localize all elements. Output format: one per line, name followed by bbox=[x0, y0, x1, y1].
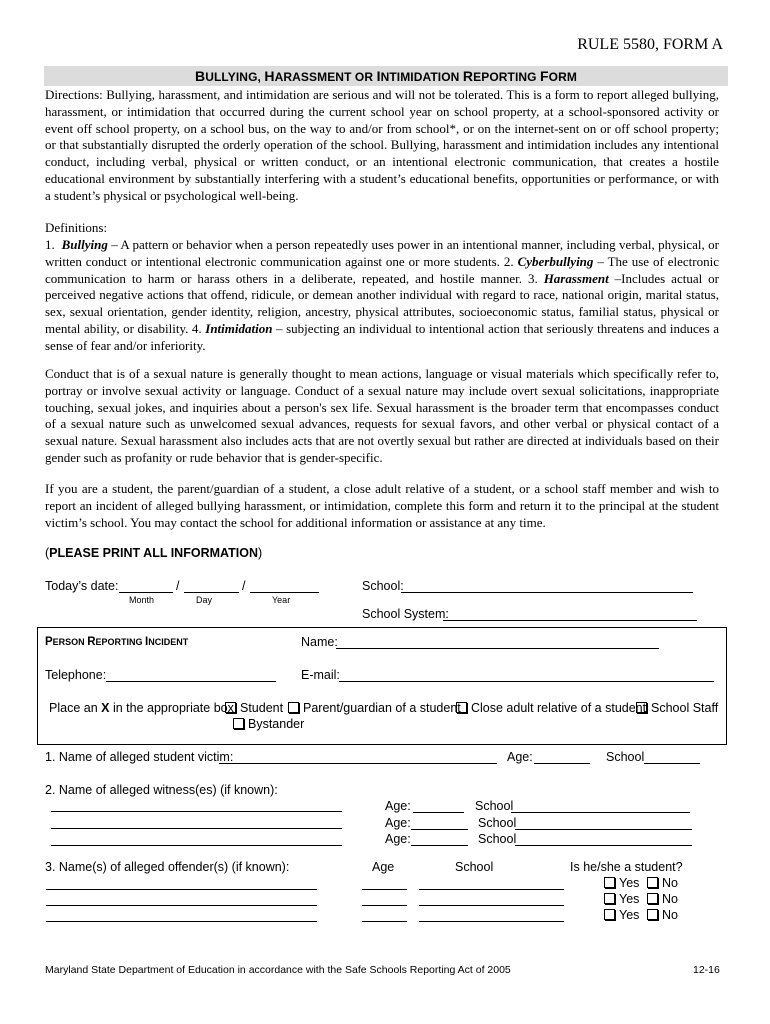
directions-paragraph: Directions: Bullying, harassment, and intimidation are serious and will not be tolerated. This is a form to report alleged bullying, harassment, or intimidation that occurred during the current school year on school property, at a school-sponsored activity or event off school property, on a school bus, on the way to and/or from school*, or on the internet-sent on or off school property; or that substantially disrupted the orderly operation of the school. Bullying, harassment and intimidation includes any intentional conduct, including verbal, physical or written conduct, or an intentional electronic communication, that creates a hostile educational environment by substantially interfering with a student’s educational benefits, opportunities or performance, or with a student’s physical or psychological well-being. bbox=[45, 87, 719, 203]
witness-school-label: School bbox=[478, 832, 517, 846]
checkbox[interactable] bbox=[456, 702, 467, 713]
school-label: School: bbox=[362, 579, 404, 593]
date-slash: / bbox=[176, 579, 180, 593]
title-part: BULLYING, bbox=[195, 68, 265, 84]
offender-no-option[interactable]: No bbox=[647, 876, 678, 890]
date-month-caption: Month bbox=[129, 595, 155, 605]
sexual-conduct-paragraph: Conduct that is of a sexual nature is generally thought to mean actions, language or visual materials which specifically refer to, portray or involve sexual activity or language. Conduct of a sexual nature may include overt sexual solicitations, inappropriate touching, sexual jokes, and inquiries about a person's sex life. Sexual harassment is the broader term that encompasses conduct of a sexual nature such as unwelcomed sexual advances, requests for sexual favors, and other verbal or physical contact of a sexual nature. Sexual harassment also includes acts that are not overtly sexual but rather are directed at individuals based on their gender such as profanity or rude behavior that is gender-specific. bbox=[45, 366, 719, 465]
offender-yes-option[interactable]: Yes bbox=[604, 892, 639, 906]
definitions-heading: Definitions: bbox=[45, 220, 108, 235]
offender-yes-option[interactable]: Yes bbox=[604, 908, 639, 922]
witness-school-label: School bbox=[478, 816, 517, 830]
witness-name-field[interactable] bbox=[51, 828, 342, 829]
reporter-telephone-label: Telephone: bbox=[45, 668, 107, 682]
offender-name-field[interactable] bbox=[46, 889, 317, 890]
date-year-field[interactable] bbox=[250, 592, 319, 593]
witness-school-field[interactable] bbox=[515, 829, 692, 830]
offender-school-heading: School bbox=[455, 860, 494, 874]
offender-age-field[interactable] bbox=[362, 921, 407, 922]
term-bullying: Bullying bbox=[61, 237, 108, 252]
offender-no-option[interactable]: No bbox=[647, 908, 678, 922]
role-option-parent[interactable]: Parent/guardian of a student bbox=[288, 701, 461, 715]
offender-school-field[interactable] bbox=[419, 921, 564, 922]
footer-revision-date: 12-16 bbox=[693, 964, 720, 976]
offender-age-field[interactable] bbox=[362, 905, 407, 906]
offender-name-field[interactable] bbox=[46, 905, 317, 906]
role-option-student[interactable]: Student bbox=[225, 701, 283, 715]
offender-is-student-heading: Is he/she a student? bbox=[570, 860, 683, 874]
title-part: HARASSMENT OR bbox=[264, 68, 377, 84]
checkbox[interactable] bbox=[647, 893, 658, 904]
offender-school-field[interactable] bbox=[419, 905, 564, 906]
checkbox[interactable] bbox=[604, 877, 615, 888]
witness-age-field[interactable] bbox=[411, 829, 468, 830]
victim-school-field[interactable] bbox=[644, 763, 700, 764]
checkbox[interactable] bbox=[233, 718, 244, 729]
reporter-name-field[interactable] bbox=[336, 648, 659, 649]
checkbox[interactable] bbox=[604, 893, 615, 904]
title-part: FORM bbox=[540, 68, 577, 84]
offender-no-option[interactable]: No bbox=[647, 892, 678, 906]
offender-age-field[interactable] bbox=[362, 889, 407, 890]
school-system-field[interactable] bbox=[443, 620, 697, 621]
offender-age-heading: Age bbox=[372, 860, 395, 874]
date-year-caption: Year bbox=[272, 595, 291, 605]
date-slash: / bbox=[242, 579, 246, 593]
reporter-email-label: E-mail: bbox=[301, 668, 340, 682]
victim-name-label: 1. Name of alleged student victim: bbox=[45, 750, 234, 764]
witness-age-label: Age: bbox=[385, 832, 411, 846]
reporter-telephone-field[interactable] bbox=[106, 681, 276, 682]
footer-attribution: Maryland State Department of Education in accordance with the Safe Schools Reporting Act of 2005 bbox=[45, 964, 511, 976]
offender-name-field[interactable] bbox=[46, 921, 317, 922]
victim-school-label: School bbox=[606, 750, 645, 764]
term-intimidation: Intimidation bbox=[205, 320, 273, 336]
checkbox[interactable] bbox=[647, 877, 658, 888]
offender-yes-option[interactable]: Yes bbox=[604, 876, 639, 890]
witness-age-label: Age: bbox=[385, 816, 411, 830]
date-day-field[interactable] bbox=[184, 592, 239, 593]
checkbox[interactable] bbox=[225, 702, 236, 713]
witness-school-field[interactable] bbox=[511, 812, 690, 813]
checkbox[interactable] bbox=[288, 702, 299, 713]
term-harassment: Harassment bbox=[543, 270, 609, 286]
checkbox[interactable] bbox=[647, 909, 658, 920]
reporter-email-field[interactable] bbox=[339, 681, 714, 682]
checkbox[interactable] bbox=[604, 909, 615, 920]
print-notice: (PLEASE PRINT ALL INFORMATION) bbox=[45, 546, 263, 560]
checkbox[interactable] bbox=[636, 702, 647, 713]
victim-name-field[interactable] bbox=[219, 763, 497, 764]
person-reporting-heading: PERSON REPORTING INCIDENT bbox=[45, 636, 189, 648]
form-rule-number: RULE 5580, FORM A bbox=[577, 36, 723, 53]
witness-label: 2. Name of alleged witness(es) (if known): bbox=[45, 783, 278, 797]
offender-school-field[interactable] bbox=[419, 889, 564, 890]
term-cyberbullying: Cyberbullying bbox=[517, 253, 594, 269]
witness-school-field[interactable] bbox=[515, 845, 692, 846]
todays-date-label: Today’s date: bbox=[45, 579, 119, 593]
witness-age-field[interactable] bbox=[413, 812, 464, 813]
witness-school-label: School bbox=[475, 799, 514, 813]
reporter-name-label: Name: bbox=[301, 635, 338, 649]
role-option-relative[interactable]: Close adult relative of a student bbox=[456, 701, 646, 715]
role-option-staff[interactable]: School Staff bbox=[636, 701, 718, 715]
date-day-caption: Day bbox=[196, 595, 213, 605]
victim-age-field[interactable] bbox=[534, 763, 590, 764]
witness-name-field[interactable] bbox=[51, 845, 342, 846]
reporter-role-instruction: Place an X in the appropriate box: bbox=[49, 701, 238, 715]
witness-age-field[interactable] bbox=[411, 845, 468, 846]
victim-age-label: Age: bbox=[507, 750, 533, 764]
school-field[interactable] bbox=[401, 592, 693, 593]
school-system-label: School System: bbox=[362, 607, 449, 621]
definitions-paragraph: 1. Bullying – A pattern or behavior when a person repeatedly uses power in an intentional manner, including verbal, physical, or written conduct or intentional electronic communication against one or more students. 2. Cyberbullying – The use of electronic communication to harm or harass others in a deliberate, repeated, and hostile manner. 3. Harassment –Includes actual or perceived negative actions that offend, ridicule, or demean another individual with regard to race, national origin, marital status, sex, sexual orientation, gender identity, religion, ancestry, physical attributes, socioeconomic status, familial status, physical or mental ability, or disability. 4. Intimidation – subjecting an individual to intentional action that seriously threatens and induces a sense of fear and/or inferiority. bbox=[45, 237, 720, 353]
role-option-bystander[interactable]: Bystander bbox=[233, 717, 304, 731]
offender-label: 3. Name(s) of alleged offender(s) (if known): bbox=[45, 860, 290, 874]
instructions-paragraph: If you are a student, the parent/guardian of a student, a close adult relative of a student, or a school staff member and wish to report an incident of alleged bullying harassment, or intimidation, complete this form and return it to the principal at the student victim’s school. You may contact the school for additional information or assistance at any time. bbox=[45, 481, 719, 530]
title-part: INTIMIDATION bbox=[376, 68, 463, 84]
date-month-field[interactable] bbox=[119, 592, 173, 593]
title-part: REPORTING bbox=[462, 68, 541, 84]
witness-age-label: Age: bbox=[385, 799, 411, 813]
witness-name-field[interactable] bbox=[51, 811, 342, 812]
form-title bbox=[44, 66, 728, 86]
